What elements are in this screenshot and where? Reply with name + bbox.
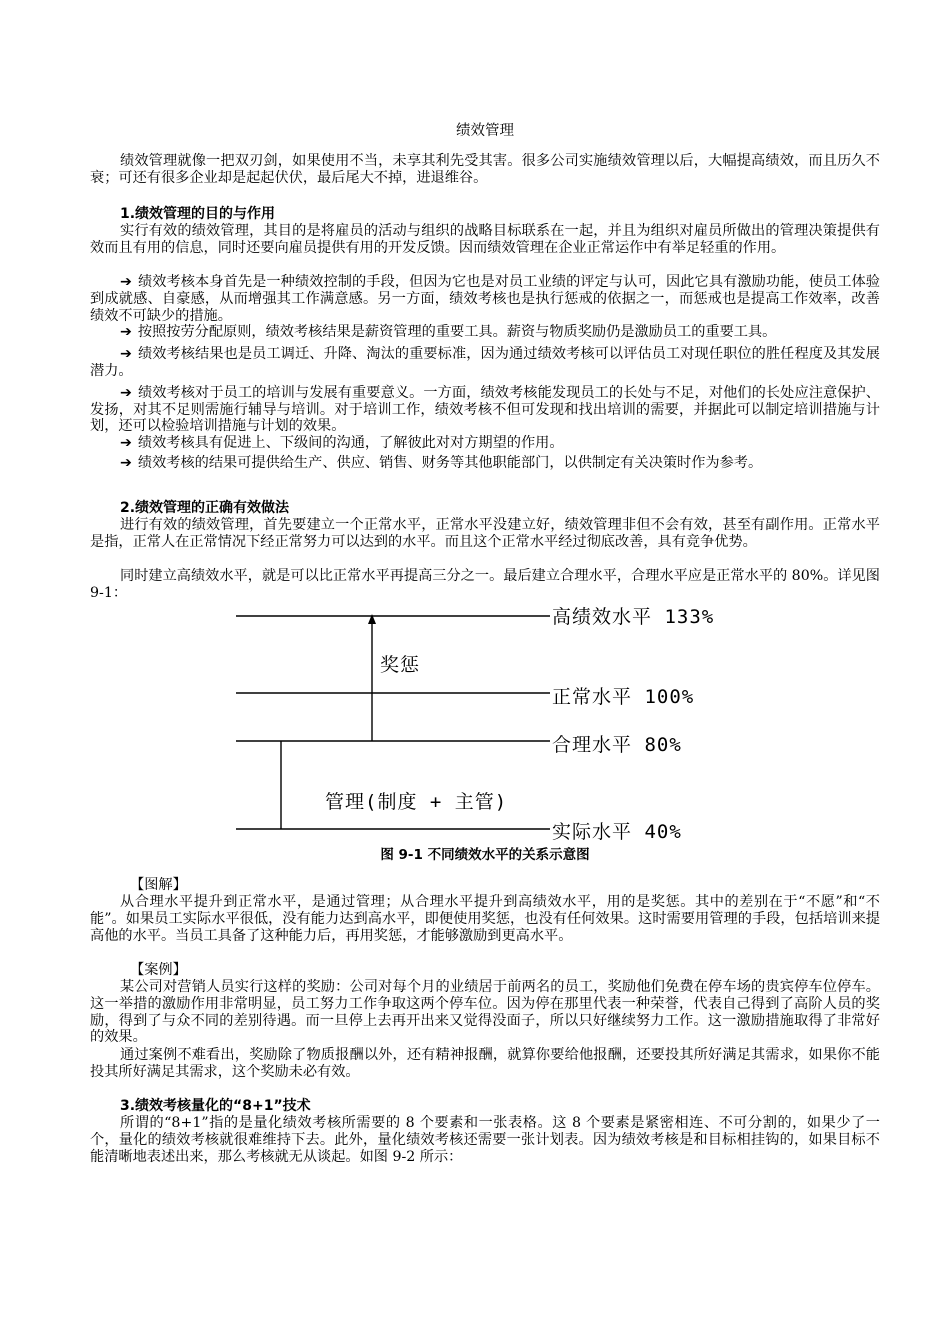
arrow-icon: ➔ xyxy=(120,274,132,290)
bullet-list xyxy=(90,274,880,472)
arrow-icon: ➔ xyxy=(120,384,132,401)
high-level-label: 高绩效水平 133% xyxy=(552,606,715,628)
diagram-note-paragraph: 从合理水平提升到正常水平，是通过管理；从合理水平提升到高绩效水平，用的是奖惩。其中的差别在于“不愿”和“不能”。如果员工实际水平很低，没有能力达到高水平，即便使用奖惩，也没有任何效果。这时需要用管理的手段，包括培训来提高他的水平。当员工具备了这种能力后，再用奖惩，才能够激励到更高水平。 xyxy=(90,894,880,944)
list-item: ➔ 绩效考核本身首先是一种绩效控制的手段，但因为它也是对员工业绩的评定与认可，因此它具有激励功能，使员工体验到成就感、自豪感，从而增强其工作满意感。另一方面，绩效考核也是执行惩戒的依据之一，而惩戒也是提高工作效率，改善绩效不可缺少的措施。 xyxy=(90,274,880,324)
list-item: ➔ 绩效考核的结果可提供给生产、供应、销售、财务等其他职能部门，以供制定有关决策时作为参考。 xyxy=(120,454,763,471)
case-tag: 【案例】 xyxy=(130,962,187,978)
arrow-icon: ➔ xyxy=(120,346,132,363)
section3-paragraph: 所谓的“8+1”指的是量化绩效考核所需要的 8 个要素和一张表格。这 8 个要素是紧密相连、不可分割的，如果少了一个，量化的绩效考核就很难维持下去。此外，量化绩效考核还需要一张计划表。因为绩效考核是和目标相挂钩的，如果目标不能清晰地表述出来，那么考核就无从谈起。如图 9-2 所示： xyxy=(90,1115,880,1165)
case-paragraph-2: 通过案例不难看出，奖励除了物质报酬以外，还有精神报酬，就算你要给他报酬，还要投其所好满足其需求，如果你不能投其所好满足其需求，这个奖励未必有效。 xyxy=(90,1047,880,1080)
arrow-icon: ➔ xyxy=(120,435,132,452)
section3-heading: 3.绩效考核量化的“8+1”技术 xyxy=(120,1098,311,1114)
diagram-note-tag: 【图解】 xyxy=(130,877,187,893)
list-item: ➔ 绩效考核结果也是员工调迁、升降、淘汰的重要标准，因为通过绩效考核可以评估员工对现任职位的胜任程度及其发展潜力。 xyxy=(90,346,880,379)
page-title: 绩效管理 xyxy=(456,123,514,139)
list-item: ➔ 绩效考核具有促进上、下级间的沟通，了解彼此对对方期望的作用。 xyxy=(120,435,564,452)
list-item: ➔ 按照按劳分配原则，绩效考核结果是薪资管理的重要工具。薪资与物质奖励仍是激励员工的重要工具。 xyxy=(120,324,777,341)
section2-heading: 2.绩效管理的正确有效做法 xyxy=(120,500,290,516)
figure-caption: 图 9-1 不同绩效水平的关系示意图 xyxy=(380,847,590,863)
intro-paragraph: 绩效管理就像一把双刃剑，如果使用不当，未享其利先受其害。很多公司实施绩效管理以后，大幅提高绩效，而且历久不衰；可还有很多企业却是起起伏伏，最后尾大不掉，进退维谷。 xyxy=(90,153,880,186)
list-item: ➔ 绩效考核对于员工的培训与发展有重要意义。一方面，绩效考核能发现员工的长处与不足，对他们的长处应注意保护、发扬，对其不足则需施行辅导与培训。对于培训工作，绩效考核不但可发现和找出培训的需要，并据此可以制定培训措施与计划，还可以检验培训措施与计划的效果。 xyxy=(90,384,880,435)
section1-heading: 1.绩效管理的目的与作用 xyxy=(120,206,276,222)
actual-level-label: 实际水平 40% xyxy=(552,821,682,843)
reward-label: 奖惩 xyxy=(380,654,421,676)
arrow-icon: ➔ xyxy=(120,324,132,341)
normal-level-label: 正常水平 100% xyxy=(552,686,695,708)
section1-paragraph: 实行有效的绩效管理，其目的是将雇员的活动与组织的战略目标联系在一起，并且为组织对雇员所做出的管理决策提供有效而且有用的信息，同时还要向雇员提供有用的开发反馈。因而绩效管理在企业正常运作中有举足轻重的作用。 xyxy=(90,223,880,256)
section2-paragraph-1: 进行有效的绩效管理，首先要建立一个正常水平，正常水平没建立好，绩效管理非但不会有效，甚至有副作用。正常水平是指，正常人在正常情况下经正常努力可以达到的水平。而且这个正常水平经过彻底改善，具有竞争优势。 xyxy=(90,517,880,550)
arrow-icon: ➔ xyxy=(120,454,132,471)
performance-level-diagram xyxy=(230,600,750,845)
case-paragraph-1: 某公司对营销人员实行这样的奖励：公司对每个月的业绩居于前两名的员工，奖励他们免费在停车场的贵宾停车位停车。这一举措的激励作用非常明显，员工努力工作争取这两个停车位。因为停在那里代表一种荣誉，代表自己得到了高阶人员的奖励，得到了与众不同的差别待遇。而一旦停上去再开出来又觉得没面子，所以只好继续努力工作。这一激励措施取得了非常好的效果。 xyxy=(90,979,880,1046)
section2-paragraph-2: 同时建立高绩效水平，就是可以比正常水平再提高三分之一。最后建立合理水平，合理水平应是正常水平的 80%。详见图 9-1： xyxy=(90,568,880,601)
management-label: 管理(制度 + 主管) xyxy=(325,791,508,813)
reasonable-level-label: 合理水平 80% xyxy=(552,734,682,756)
